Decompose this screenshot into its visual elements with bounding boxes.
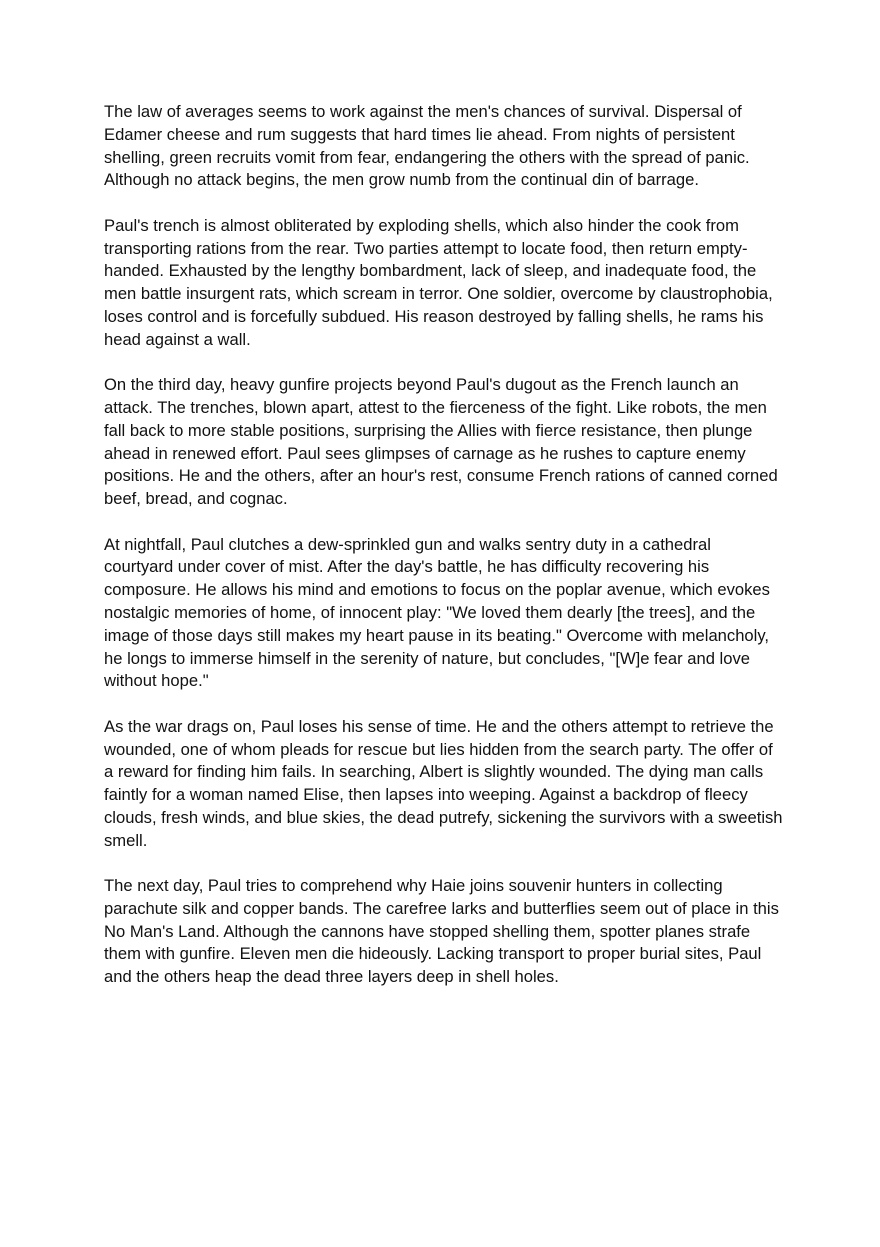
paragraph-6: The next day, Paul tries to comprehend why Haie joins souvenir hunters in collecting parachute silk and copper bands. The carefree larks and butterflies seem out of place in this No Man's Land. Although the cannons have stopped shelling them, spotter planes strafe them with gunfire. Eleven men die hideously. Lacking transport to proper burial sites, Paul and the others heap the dead three layers deep in shell holes. <box>104 876 779 987</box>
paragraph-1: The law of averages seems to work against the men's chances of survival. Dispersal of Edamer cheese and rum suggests that hard times lie ahead. From nights of persistent shelling, green recruits vomit from fear, endangering the others with the spread of panic. Although no attack begins, the men grow numb from the continual din of barrage. <box>104 102 750 190</box>
paragraph-4: At nightfall, Paul clutches a dew-sprinkled gun and walks sentry duty in a cathedral courtyard under cover of mist. After the day's battle, he has difficulty recovering his composure. He allows his mind and emotions to focus on the poplar avenue, which evokes nostalgic memories of home, of innocent play: "We loved them dearly [the trees], and the image of those days still makes my heart pause in its beating." Overcome with melancholy, he longs to immerse himself in the serenity of nature, but concludes, "[W]e fear and love without hope." <box>104 534 770 691</box>
paragraph-5: As the war drags on, Paul loses his sense of time. He and the others attempt to retrieve the wounded, one of whom pleads for rescue but lies hidden from the search party. The offer of a reward for finding him fails. In searching, Albert is slightly wounded. The dying man calls faintly for a woman named Elise, then lapses into weeping. Against a backdrop of fleecy clouds, fresh winds, and blue skies, the dead putrefy, sickening the survivors with a sweetish smell. <box>104 716 783 850</box>
paragraph-2: Paul's trench is almost obliterated by exploding shells, which also hinder the cook from transporting rations from the rear. Two parties attempt to locate food, then return empty-handed. Exhausted by the lengthy bombardment, lack of sleep, and inadequate food, the men battle insurgent rats, which scream in terror. One soldier, overcome by claustrophobia, loses control and is forcefully subdued. His reason destroyed by falling shells, he rams his head against a wall. <box>104 215 773 349</box>
document-body <box>104 101 784 989</box>
paragraph-3: On the third day, heavy gunfire projects beyond Paul's dugout as the French launch an attack. The trenches, blown apart, attest to the fierceness of the fight. Like robots, the men fall back to more stable positions, surprising the Allies with fierce resistance, then plunge ahead in renewed effort. Paul sees glimpses of carnage as he rushes to capture enemy positions. He and the others, after an hour's rest, consume French rations of canned corned beef, bread, and cognac. <box>104 375 778 509</box>
